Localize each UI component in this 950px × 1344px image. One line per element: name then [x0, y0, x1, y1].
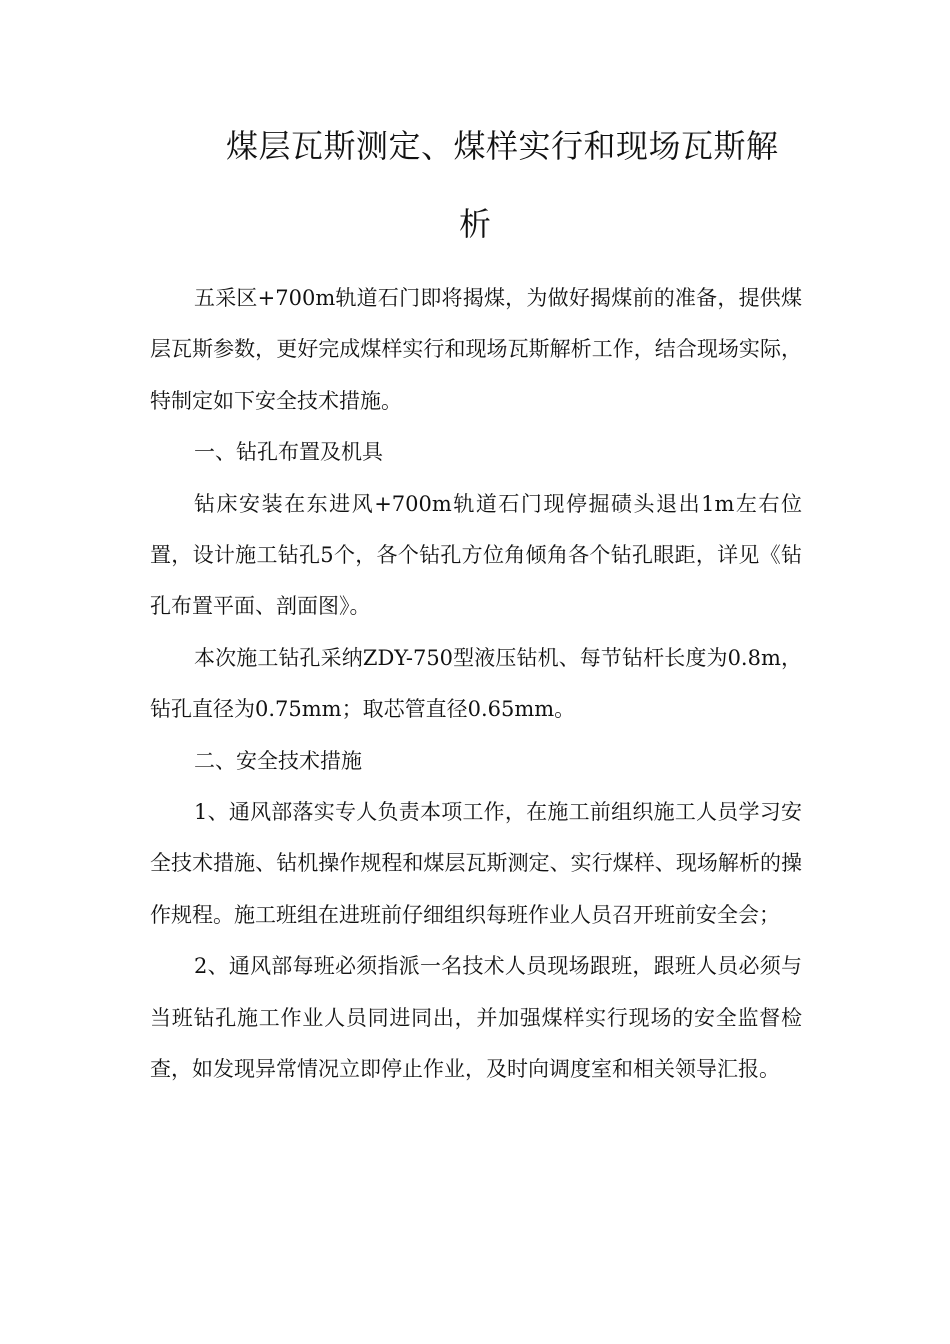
document-title-line-1: 煤层瓦斯测定、煤样实行和现场瓦斯解 [226, 127, 779, 165]
document-title-line-2: 析 [459, 205, 492, 243]
paragraph-drill-equipment: 本次施工钻孔采纳ZDY-750型液压钻机、每节钻杆长度为0.8m，钻孔直径为0.75mm；取芯管直径0.65mm。 [150, 645, 802, 722]
paragraph-safety-2: 2、通风部每班必须指派一名技术人员现场跟班，跟班人员必须与当班钻孔施工作业人员同进同出，并加强煤样实行现场的安全监督检查，如发现异常情况立即停止作业，及时向调度室和相关领导汇报。 [150, 954, 802, 1082]
section-heading-drilling: 一、钻孔布置及机具 [194, 440, 383, 465]
paragraph-intro: 五采区+700m轨道石门即将揭煤，为做好揭煤前的准备，提供煤层瓦斯参数，更好完成煤样实行和现场瓦斯解析工作，结合现场实际，特制定如下安全技术措施。 [150, 286, 802, 413]
section-heading-safety: 二、安全技术措施 [194, 748, 362, 773]
paragraph-drill-layout: 钻床安装在东进风+700m轨道石门现停掘碛头退出1m左右位置，设计施工钻孔5个，各个钻孔方位角倾角各个钻孔眼距，详见《钻孔布置平面、剖面图》。 [150, 491, 802, 619]
document-body [150, 273, 802, 1096]
paragraph-safety-1: 1、通风部落实专人负责本项工作，在施工前组织施工人员学习安全技术措施、钻机操作规程和煤层瓦斯测定、实行煤样、现场解析的操作规程。施工班组在进班前仔细组织每班作业人员召开班前安全会； [150, 800, 802, 927]
